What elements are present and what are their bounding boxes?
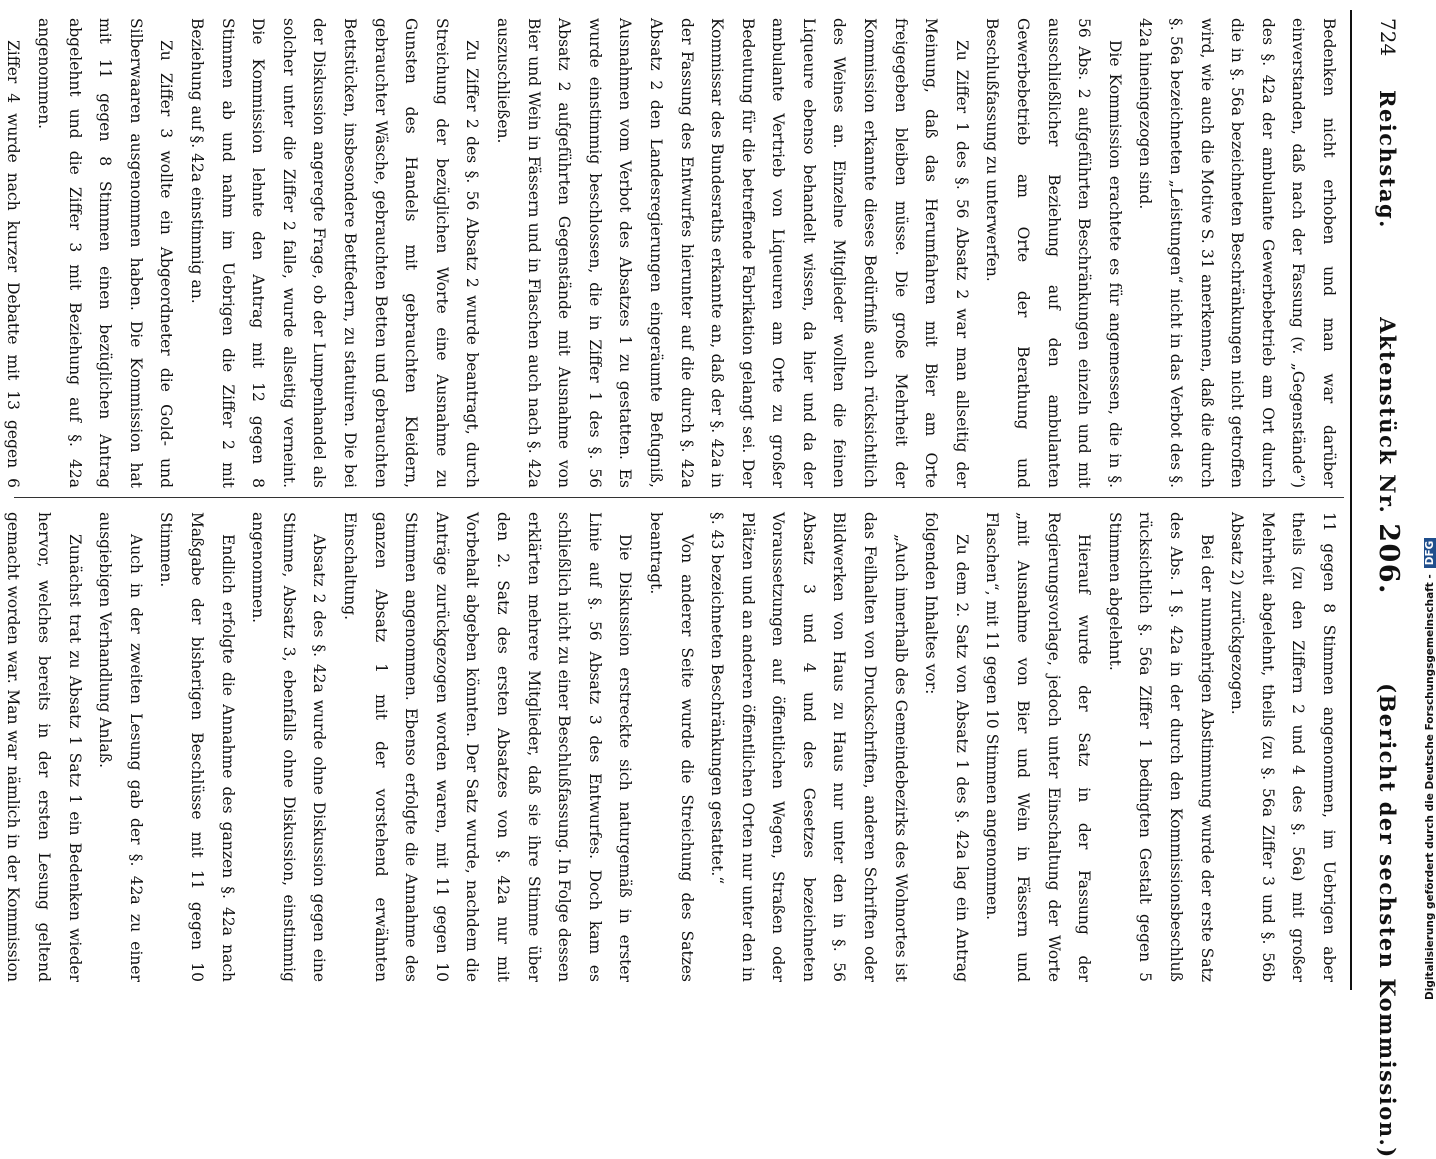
dfg-logo: DFG <box>1424 538 1436 569</box>
column-divider <box>14 497 1344 498</box>
paragraph: Bei der nunmehrigen Abstimmung wurde der erste Satz des Abs. 1 §. 42a in der durch den Kommissionsbeschluß rücksichtlich §. 56a Ziffer 1 bedingten Gestalt gegen 5 Stimmen abgelehnt. <box>1105 512 1216 982</box>
paragraph: 11 gegen 8 Stimmen angenommen, im Uebrigen aber theils (zu den Ziffern 2 und 4 des §. 56a) mit großer Mehrheit abgelehnt, theils (zu §. 56a Ziffer 3 und §. 56b Absatz 2) zurückgezogen. <box>1228 512 1338 982</box>
page-header <box>1354 10 1414 1159</box>
running-title-mid: Aktenstück Nr. <box>1375 317 1400 515</box>
paragraph: Zunächst trat zu Absatz 1 Satz 1 ein Bedenken wieder hervor, welches bereits in der ersten Lesung geltend gemacht worden war. Man war nämlich in der Kommission <box>4 512 84 982</box>
paragraph: Zu Ziffer 3 wollte ein Abgeordneter die Gold- und Silberwaaren ausgenommen haben. Die Kommission hat mit 11 gegen 8 Stimmen einen bezüglichen Antrag abgelehnt und die Ziffer 3 mit Beziehung auf §. 42a angenommen. <box>35 18 176 488</box>
paragraph: Endlich erfolgte die Annahme des ganzen §. 42a nach Maßgabe der bisherigen Beschlüsse mit 11 gegen 10 Stimmen. <box>157 512 237 982</box>
paragraph: Hierauf wurde der Satz in der Fassung der Regierungsvorlage, jedoch unter Einschaltung der Worte „mit Ausnahme von Bier und Wein in Fässern und Flaschen“, mit 11 gegen 10 Stimmen angenommen. <box>983 512 1094 982</box>
digitization-credit <box>1424 538 1436 1000</box>
page-number: 724 <box>1376 18 1400 57</box>
document-number: 206. <box>1373 523 1404 595</box>
running-title <box>1373 90 1404 1159</box>
text-column-right <box>4 512 1344 982</box>
paragraph: Die Kommission erachtete es für angemessen, die in §. 56 Abs. 2 aufgeführten Beschränkungen einzeln und mit ausschließlicher Beziehung auf den ambulanten Gewerbebetrieb am Orte der Berathung und Beschlußfassung zu unterwerfen. <box>983 18 1124 488</box>
text-column-left <box>4 18 1344 488</box>
digitization-credit-text: Digitalisierung gefördert durch die Deutsche Forschungsgemeinschaft - <box>1424 574 1436 1000</box>
paragraph: Von anderer Seite wurde die Streichung des Satzes beantragt. <box>646 512 696 982</box>
paragraph: Absatz 2 des §. 42a wurde ohne Diskussion gegen eine Stimme, Absatz 3, ebenfalls ohne Diskussion, einstimmig angenommen. <box>249 512 329 982</box>
paragraph: Ziffer 4 wurde nach kurzer Debatte mit 13 gegen 6 <box>4 40 23 488</box>
paragraph: Bedenken nicht erhoben und man war darüber einverstanden, daß nach der Fassung (v. „Gegenstände“) des §. 42a der ambulante Gewerbebetrieb am Ort durch die in §. 56a bezeichneten Beschränkungen nicht getroffen wird, wie auch die Motive S. 31 anerkennen, daß die durch §. 56a bezeichneten „Leistungen“ nicht in das Verbot des §. 42a hineingezogen sind. <box>1136 18 1338 488</box>
running-title-left: Reichstag. <box>1375 90 1400 229</box>
header-rule <box>1350 10 1352 990</box>
running-title-right: (Bericht der sechsten Kommission.) <box>1375 683 1400 1159</box>
paragraph: Zu Ziffer 1 des §. 56 Absatz 2 war man allseitig der Meinung, daß das Herumfahren mit Bier am Orte freigegeben bleiben müsse. Die große Mehrheit der Kommission erkannte dieses Bedürfniß auch rücksichtlich des Weines an. Einzelne Mitglieder wollten die feinen Liqueure ebenso behandelt wissen, da hier und da der ambulante Vertrieb von Liqueuren am Orte zu großer Bedeutung für die betreffende Fabrikation gelangt sei. Der Kommissar des Bundesraths erkannte an, daß der §. 42a in der Fassung des Entwurfes hierunter auf die durch §. 42a Absatz 2 den Landesregierungen eingeräumte Befugniß, Ausnahmen vom Verbot des Absatzes 1 zu gestatten. Es wurde einstimmig beschlossen, die in Ziffer 1 des §. 56 Absatz 2 aufgeführten Gegenstände mit Ausnahme von Bier und Wein in Fässern und in Flaschen auch nach §. 42a auszuschließen. <box>493 18 971 488</box>
paragraph: Zu Ziffer 2 des §. 56 Absatz 2 wurde beantragt, durch Streichung der bezüglichen Worte eine Ausnahme zu Gunsten des Handels mit gebrauchten Kleidern, gebrauchter Wäsche, gebrauchten Betten und gebrauchten Bettstücken, insbesondere Bettfedern, zu statuiren. Die bei der Diskussion angeregte Frage, ob der Lumpenhandel als solcher unter die Ziffer 2 falle, wurde allseitig verneint. Die Kommission lehnte den Antrag mit 12 gegen 8 Stimmen ab und nahm im Uebrigen die Ziffer 2 mit Beziehung auf §. 42a einstimmig an. <box>188 18 482 488</box>
paragraph: Die Diskussion erstreckte sich naturgemäß in erster Linie auf §. 56 Absatz 3 des Entwurfes. Doch kam es schließlich nicht zu einer Beschlußfassung. In Folge dessen erklärten mehrere Mitglieder, daß sie ihre Stimme über den 2. Satz des ersten Absatzes von §. 42a nur mit Vorbehalt abgeben könnten. Der Satz wurde, nachdem die Anträge zurückgezogen worden waren, mit 11 gegen 10 Stimmen angenommen. Ebenso erfolgte die Annahme des ganzen Absatz 1 mit der vorstehend erwähnten Einschaltung. <box>341 512 635 982</box>
paragraph: Zu dem 2. Satz von Absatz 1 des §. 42a lag ein Antrag folgenden Inhaltes vor: <box>922 512 971 982</box>
paragraph: „Auch innerhalb des Gemeindebezirks des Wohnortes ist das Feilhalten von Druckschriften, anderen Schriften oder Bildwerken von Haus zu Haus nur unter den in §. 56 Absatz 3 und 4 und des Gesetzes bezeichneten Voraussetzungen auf öffentlichen Wegen, Straßen oder Plätzen und an anderen öffentlichen Orten nur unter den in §. 43 bezeichneten Beschränkungen gestattet.“ <box>708 512 910 982</box>
paragraph: Auch in der zweiten Lesung gab der §. 42a zu einer ausgiebigen Verhandlung Anlaß. <box>96 512 145 982</box>
